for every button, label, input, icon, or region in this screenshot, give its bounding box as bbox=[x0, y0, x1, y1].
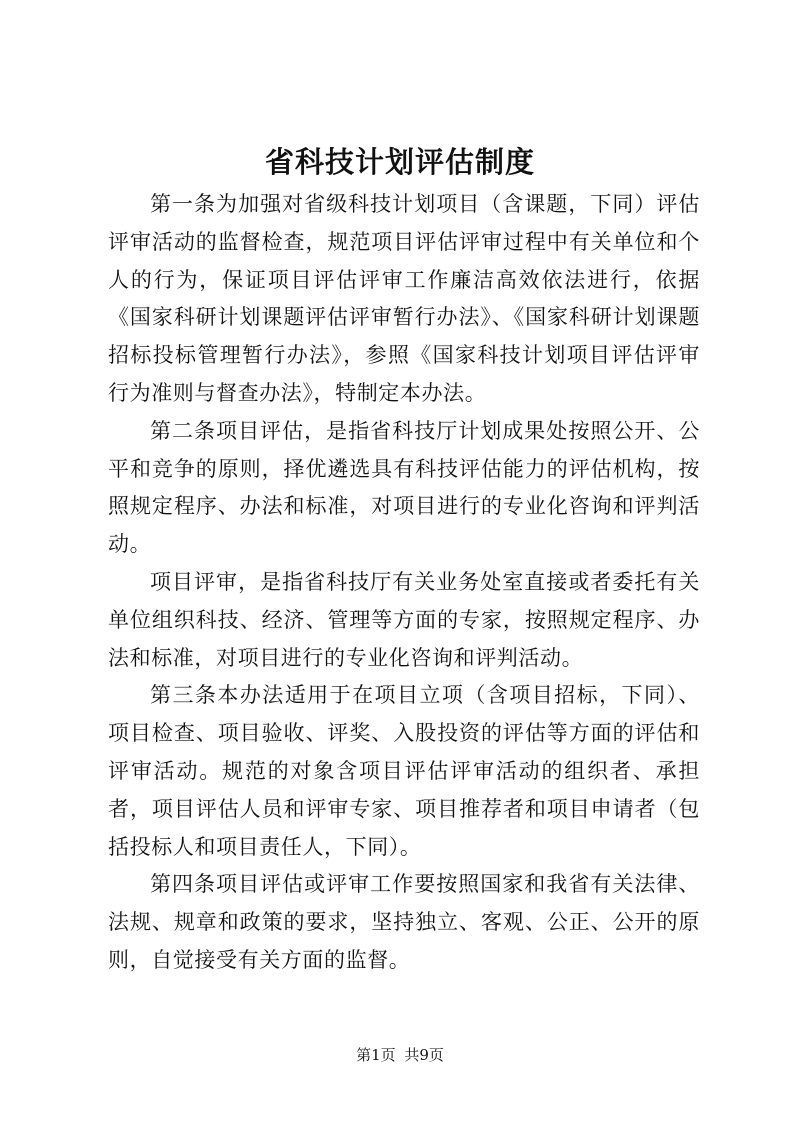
page-number: 第1页 bbox=[356, 1046, 396, 1064]
paragraph-article-4: 第四条项目评估或评审工作要按照国家和我省有关法律、法规、规章和政策的要求，坚持独立、客观、公正、公开的原则，自觉接受有关方面的监督。 bbox=[108, 872, 700, 972]
document-title: 省科技计划评估制度 bbox=[264, 145, 535, 179]
paragraph-article-2: 第二条项目评估，是指省科技厅计划成果处按照公开、公平和竞争的原则，择优遴选具有科技评估能力的评估机构，按照规定程序、办法和标准，对项目进行的专业化咨询和评判活动。 bbox=[108, 418, 700, 557]
paragraph-article-3: 第三条本办法适用于在项目立项（含项目招标，下同）、项目检查、项目验收、评奖、入股投资的评估等方面的评估和评审活动。规范的对象含项目评估评审活动的组织者、承担者，项目评估人员和评审专家、项目推荐者和项目申请者（包括投标人和项目责任人，下同）。 bbox=[108, 683, 700, 859]
paragraph-article-1: 第一条为加强对省级科技计划项目（含课题，下同）评估评审活动的监督检查，规范项目评估评审过程中有关单位和个人的行为，保证项目评估评审工作廉洁高效依法进行，依据《国家科研计划课题评估评审暂行办法》、《国家科研计划课题招标投标管理暂行办法》，参照《国家科技计划项目评估评审行为准则与督查办法》，特制定本办法。 bbox=[108, 192, 700, 405]
page-total: 共9页 bbox=[404, 1046, 444, 1064]
document-body bbox=[108, 186, 700, 980]
page-footer bbox=[0, 1045, 800, 1065]
paragraph-project-review: 项目评审，是指省科技厅有关业务处室直接或者委托有关单位组织科技、经济、管理等方面的专家，按照规定程序、办法和标准，对项目进行的专业化咨询和评判活动。 bbox=[108, 569, 700, 670]
